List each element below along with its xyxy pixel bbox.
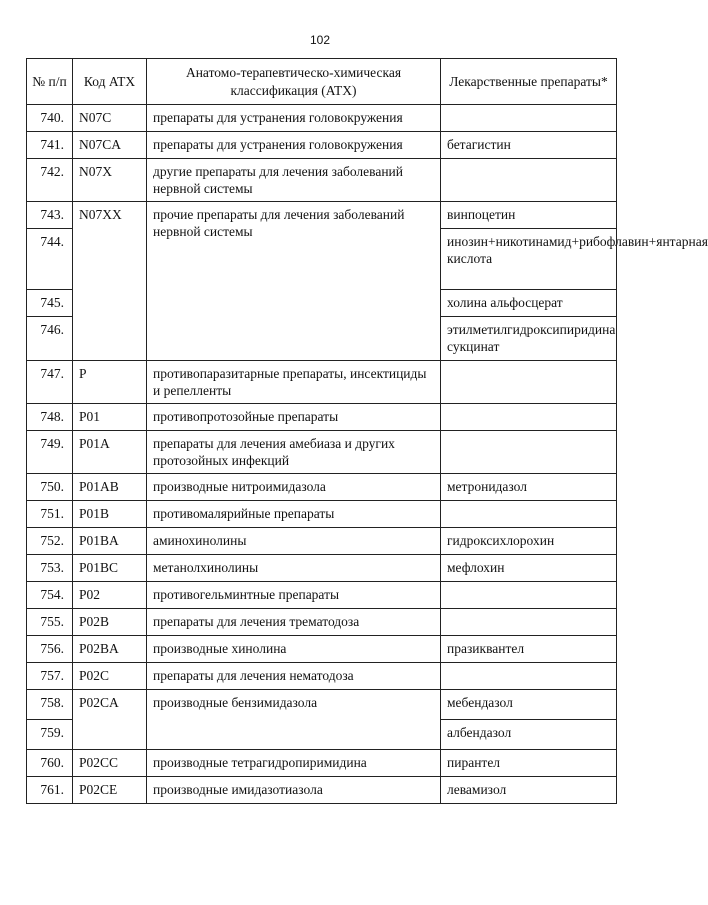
row-code: P01A [73, 431, 147, 474]
row-classification: метанолхинолины [147, 555, 441, 582]
table-row [27, 431, 617, 474]
row-num: 745. [27, 290, 73, 317]
table-row [27, 361, 617, 404]
row-num: 750. [27, 474, 73, 501]
table-row [27, 404, 617, 431]
row-num: 752. [27, 528, 73, 555]
row-num: 754. [27, 582, 73, 609]
row-classification: противопротозойные препараты [147, 404, 441, 431]
row-code: P02CA [73, 690, 147, 750]
row-code: P [73, 361, 147, 404]
row-drug [441, 105, 617, 132]
row-num: 756. [27, 636, 73, 663]
row-code: P01 [73, 404, 147, 431]
row-classification: противопаразитарные препараты, инсектициды и репелленты [147, 361, 441, 404]
row-classification: препараты для устранения головокружения [147, 132, 441, 159]
table-header-row [27, 59, 617, 105]
row-drug: холина альфосцерат [441, 290, 617, 317]
table-row [27, 202, 617, 229]
row-code: N07X [73, 159, 147, 202]
row-drug: празиквантел [441, 636, 617, 663]
row-code: N07CA [73, 132, 147, 159]
row-drug [441, 404, 617, 431]
row-num: 758. [27, 690, 73, 720]
table-row [27, 582, 617, 609]
header-num: № п/п [27, 59, 73, 105]
row-drug [441, 663, 617, 690]
table-row [27, 105, 617, 132]
table-row [27, 501, 617, 528]
row-drug [441, 159, 617, 202]
row-classification: аминохинолины [147, 528, 441, 555]
row-drug: этилметилгидроксипиридина сукцинат [441, 317, 617, 361]
row-code: P01AB [73, 474, 147, 501]
row-classification: препараты для лечения амебиаза и других протозойных инфекций [147, 431, 441, 474]
row-code: N07XX [73, 202, 147, 361]
row-drug: инозин+никотинамид+рибофлавин+янтарная кислота [441, 229, 617, 290]
header-classification: Анатомо-терапевтическо-химическая классификация (ATX) [147, 59, 441, 105]
row-classification: препараты для устранения головокружения [147, 105, 441, 132]
table-row [27, 663, 617, 690]
row-num: 740. [27, 105, 73, 132]
row-drug [441, 582, 617, 609]
table-row [27, 750, 617, 777]
header-drugs: Лекарственные препараты* [441, 59, 617, 105]
row-num: 757. [27, 663, 73, 690]
row-code: P01BC [73, 555, 147, 582]
row-code: P01BA [73, 528, 147, 555]
row-num: 741. [27, 132, 73, 159]
row-drug: метронидазол [441, 474, 617, 501]
row-drug: винпоцетин [441, 202, 617, 229]
row-code: P01B [73, 501, 147, 528]
row-num: 759. [27, 720, 73, 750]
row-code: P02CC [73, 750, 147, 777]
row-num: 748. [27, 404, 73, 431]
header-code: Код ATX [73, 59, 147, 105]
row-drug [441, 501, 617, 528]
row-drug [441, 361, 617, 404]
row-classification: противомалярийные препараты [147, 501, 441, 528]
row-num: 761. [27, 777, 73, 804]
row-drug [441, 609, 617, 636]
row-drug: мефлохин [441, 555, 617, 582]
row-classification: прочие препараты для лечения заболеваний нервной системы [147, 202, 441, 361]
row-classification: производные хинолина [147, 636, 441, 663]
row-classification: производные бензимидазола [147, 690, 441, 750]
table-row [27, 159, 617, 202]
table-row [27, 690, 617, 720]
row-num: 749. [27, 431, 73, 474]
table-row [27, 777, 617, 804]
table-row [27, 555, 617, 582]
row-classification: препараты для лечения нематодоза [147, 663, 441, 690]
atc-table [26, 58, 708, 804]
row-num: 743. [27, 202, 73, 229]
row-num: 742. [27, 159, 73, 202]
row-classification: производные имидазотиазола [147, 777, 441, 804]
row-code: P02CE [73, 777, 147, 804]
row-drug: бетагистин [441, 132, 617, 159]
row-code: P02BA [73, 636, 147, 663]
table-row [27, 132, 617, 159]
table-row [27, 636, 617, 663]
row-drug: левамизол [441, 777, 617, 804]
row-drug: гидроксихлорохин [441, 528, 617, 555]
row-drug [441, 431, 617, 474]
row-code: P02 [73, 582, 147, 609]
row-num: 744. [27, 229, 73, 290]
row-num: 746. [27, 317, 73, 361]
row-drug: мебендазол [441, 690, 617, 720]
row-num: 751. [27, 501, 73, 528]
row-code: N07C [73, 105, 147, 132]
row-code: P02C [73, 663, 147, 690]
row-num: 755. [27, 609, 73, 636]
row-drug: албендазол [441, 720, 617, 750]
row-classification: производные тетрагидропиримидина [147, 750, 441, 777]
row-num: 753. [27, 555, 73, 582]
row-classification: производные нитроимидазола [147, 474, 441, 501]
row-num: 747. [27, 361, 73, 404]
row-classification: препараты для лечения трематодоза [147, 609, 441, 636]
row-classification: другие препараты для лечения заболеваний нервной системы [147, 159, 441, 202]
row-drug: пирантел [441, 750, 617, 777]
row-classification: противогельминтные препараты [147, 582, 441, 609]
page-number: 102 [309, 33, 331, 47]
table-row [27, 609, 617, 636]
row-code: P02B [73, 609, 147, 636]
table-row [27, 528, 617, 555]
row-num: 760. [27, 750, 73, 777]
table-row [27, 474, 617, 501]
